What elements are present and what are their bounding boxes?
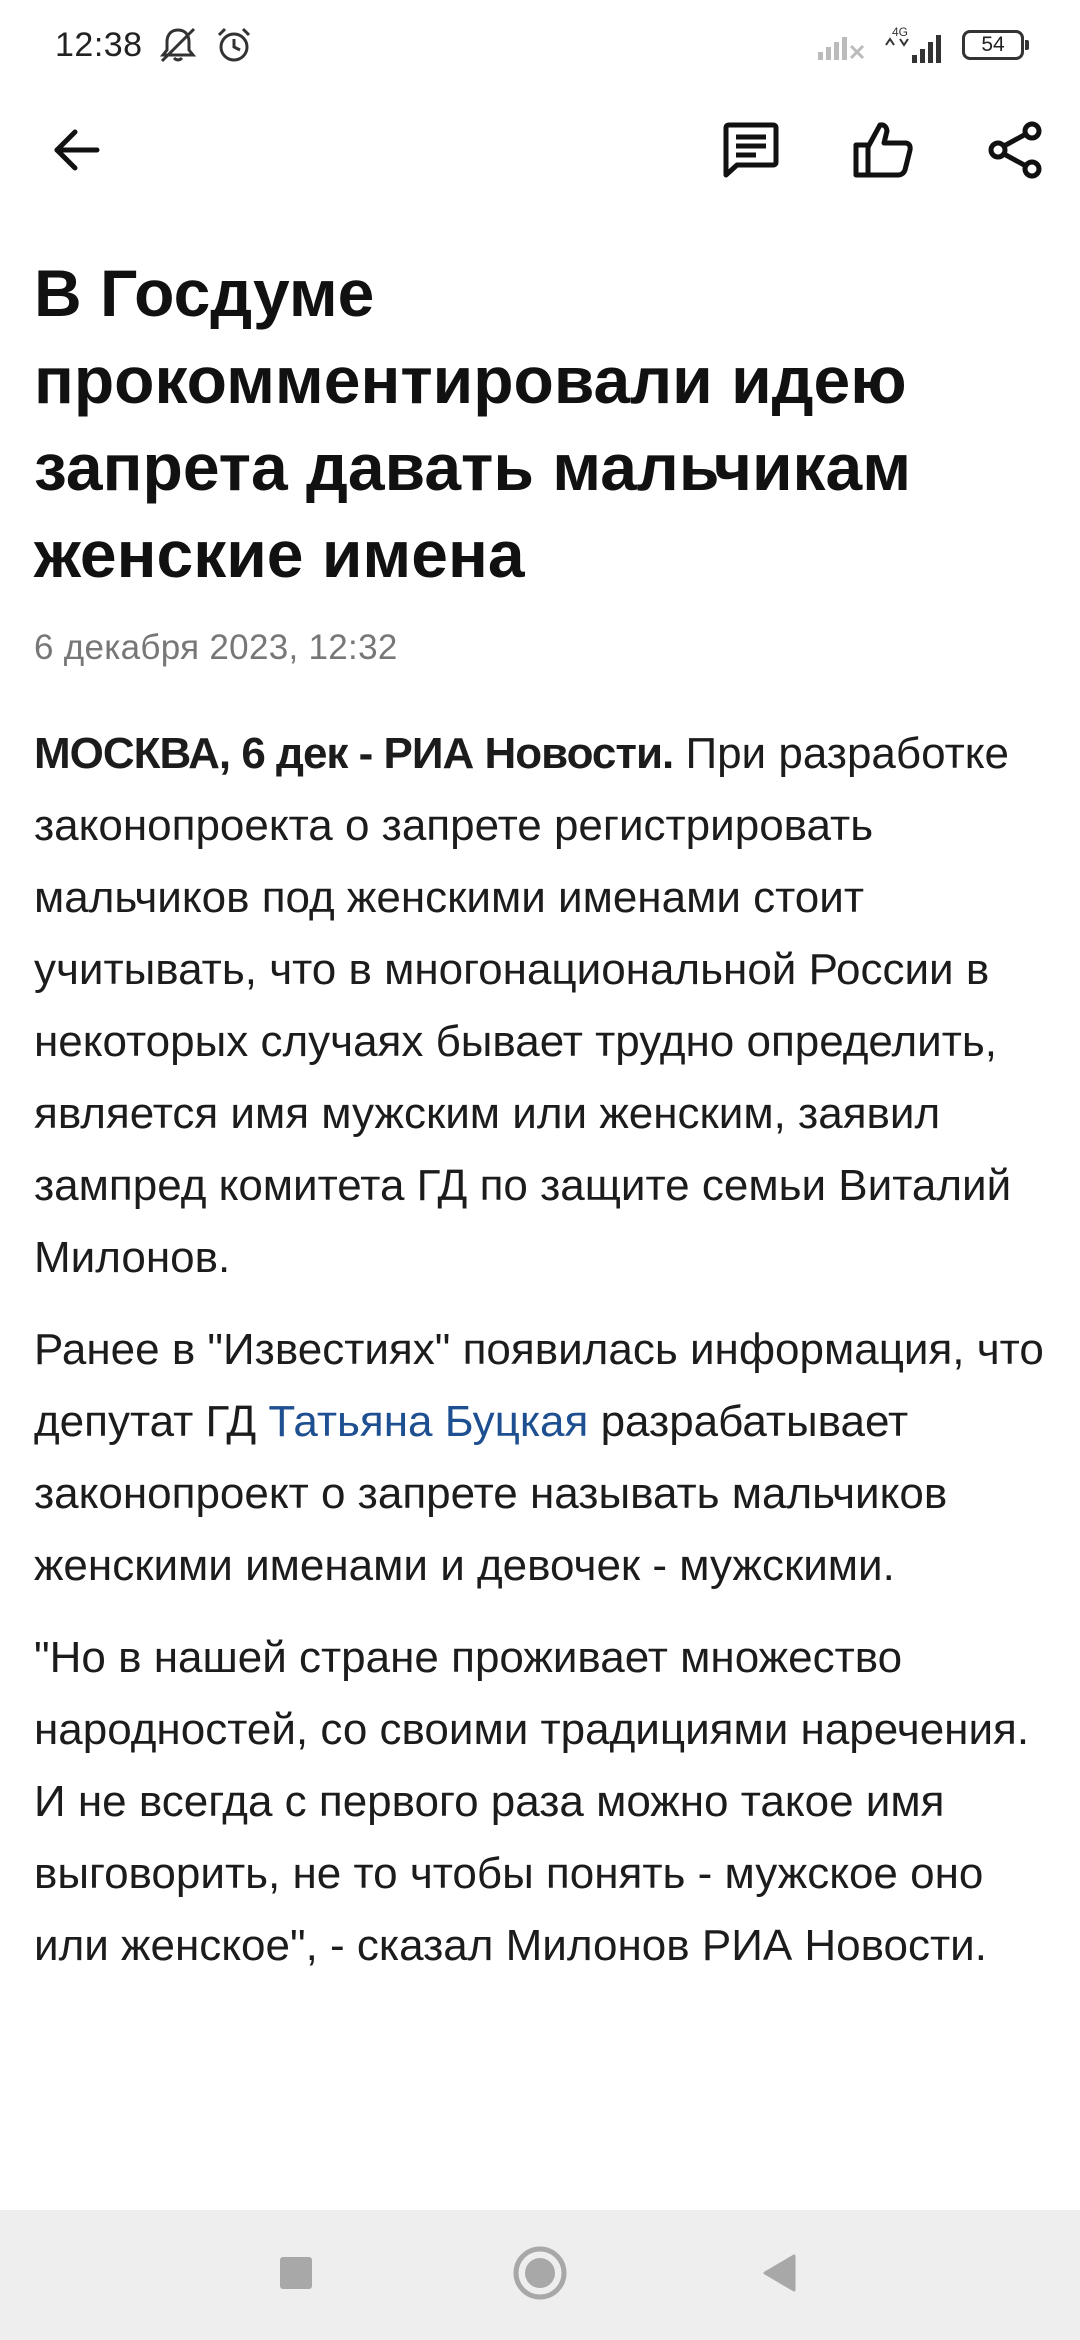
article-body bbox=[34, 718, 1046, 1982]
article-dateline: МОСКВА, 6 дек - РИА Новости. bbox=[34, 729, 674, 778]
circle-icon bbox=[512, 2245, 568, 2306]
signal-sim1-no-service-icon bbox=[816, 28, 868, 62]
article bbox=[34, 250, 1046, 2002]
paragraph-text: Ранее в "Известиях" появилась информация, что депутат ГД bbox=[34, 1325, 1044, 1446]
like-button[interactable] bbox=[838, 100, 928, 205]
status-left bbox=[55, 25, 255, 65]
status-right bbox=[816, 25, 1024, 65]
article-date: 6 декабря 2023, 12:32 bbox=[34, 628, 398, 667]
square-icon bbox=[279, 2256, 313, 2295]
arrow-left-icon bbox=[51, 124, 103, 181]
comment-icon bbox=[721, 122, 781, 183]
article-paragraph bbox=[34, 1314, 1046, 1602]
network-type-label: 4G bbox=[892, 25, 909, 39]
status-bar bbox=[0, 0, 1080, 90]
signal-sim2-icon bbox=[882, 25, 948, 65]
share-icon bbox=[986, 121, 1044, 184]
comments-button[interactable] bbox=[706, 100, 796, 205]
article-headline: В Госдуме прокомментировали идею запрета давать мальчикам женские имена bbox=[34, 256, 912, 591]
system-navigation-bar bbox=[0, 2210, 1080, 2340]
share-button[interactable] bbox=[970, 100, 1060, 205]
alarm-icon bbox=[213, 25, 255, 65]
back-button[interactable] bbox=[32, 100, 122, 205]
paragraph-text: "Но в нашей стране проживает множество народностей, со своими традициями наречения. И не всегда с первого раза можно такое имя выговорить, не то чтобы понять - мужское оно или женское", - сказал Милонов РИА Новости. bbox=[34, 1633, 1030, 1970]
battery-level: 54 bbox=[981, 33, 1005, 56]
recent-apps-button[interactable] bbox=[241, 2210, 351, 2340]
triangle-back-icon bbox=[760, 2253, 800, 2298]
article-paragraph bbox=[34, 718, 1046, 1294]
thumbs-up-icon bbox=[852, 121, 914, 184]
system-back-button[interactable] bbox=[725, 2210, 835, 2340]
person-link[interactable]: Татьяна Буцкая bbox=[268, 1397, 589, 1446]
paragraph-text: При разработке законопроекта о запрете регистрировать мальчиков под женскими именами стоит учитывать, что в многонациональной России в некоторых случаях бывает трудно определить, является имя мужским или женским, заявил зампред комитета ГД по защите семьи Виталий Милонов. bbox=[34, 729, 1012, 1282]
mute-notifications-icon bbox=[157, 25, 199, 65]
article-paragraph bbox=[34, 1622, 1046, 1982]
paragraph-text: разрабатывает законопроект о запрете называть мальчиков женскими именами и девочек - мужскими. bbox=[34, 1397, 948, 1590]
home-button[interactable] bbox=[485, 2210, 595, 2340]
battery-indicator bbox=[962, 30, 1024, 60]
status-time: 12:38 bbox=[55, 25, 143, 64]
article-toolbar bbox=[0, 100, 1080, 205]
